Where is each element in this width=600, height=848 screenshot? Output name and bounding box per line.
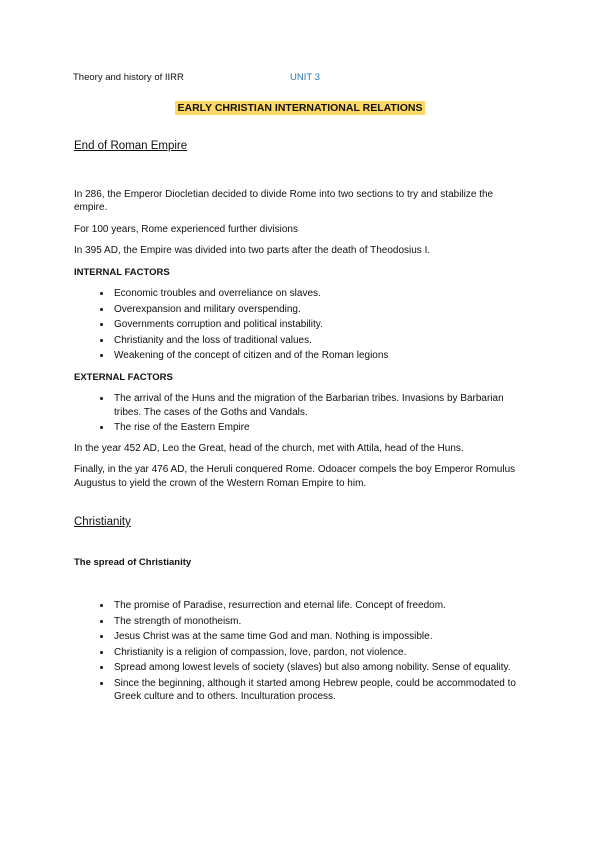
page-title: EARLY CHRISTIAN INTERNATIONAL RELATIONS [177,102,423,114]
title-wrapper [0,98,600,116]
list-item: • The strength of monotheism. [112,615,529,629]
list-item: • The arrival of the Huns and the migration of the Barbarian tribes. Invasions by Barbarian tribes. The cases of the Goths and Vandals. [112,392,529,419]
external-factors-heading: EXTERNAL FACTORS [74,371,173,383]
spread-reasons-list [74,599,529,704]
section-heading-christianity: Christianity [74,516,131,528]
paragraph: Finally, in the yar 476 AD, the Heruli conquered Rome. Odoacer compels the boy Emperor Romulus Augustus to yield the crown of the Western Roman Empire to him. [74,464,516,489]
list-item: • The rise of the Eastern Empire [112,421,529,435]
section-heading-roman-empire: End of Roman Empire [74,140,188,152]
external-factors-list [74,392,529,435]
list-item: • Governments corruption and political instability. [112,318,529,332]
list-item: • Christianity and the loss of traditional values. [112,334,529,348]
list-item: • The promise of Paradise, resurrection and eternal life. Concept of freedom. [112,599,529,613]
subheading-spread: The spread of Christianity [74,556,192,568]
list-item: • Spread among lowest levels of society (slaves) but also among nobility. Sense of equality. [112,661,529,675]
list-item: • Christianity is a religion of compassion, love, pardon, not violence. [112,646,529,660]
paragraph: In the year 452 AD, Leo the Great, head of the church, met with Attila, head of the Huns. [74,442,464,454]
document-body [74,140,529,706]
internal-factors-list [74,287,529,363]
header-course-title: Theory and history of IIRR [73,72,184,83]
list-item: • Since the beginning, although it started among Hebrew people, could be accommodated to Greek culture and to others. Inculturation process. [112,677,529,704]
paragraph: For 100 years, Rome experienced further divisions [74,223,298,235]
paragraph: In 286, the Emperor Diocletian decided to divide Rome into two sections to try and stabilize the empire. [74,188,494,213]
list-item: • Economic troubles and overreliance on slaves. [112,287,529,301]
internal-factors-heading: INTERNAL FACTORS [74,266,170,278]
list-item: • Weakening of the concept of citizen and of the Roman legions [112,349,529,363]
list-item: • Overexpansion and military overspending. [112,303,529,317]
paragraph: In 395 AD, the Empire was divided into two parts after the death of Theodosius I. [74,245,431,256]
list-item: • Jesus Christ was at the same time God and man. Nothing is impossible. [112,630,529,644]
header-unit-label: UNIT 3 [290,72,320,83]
